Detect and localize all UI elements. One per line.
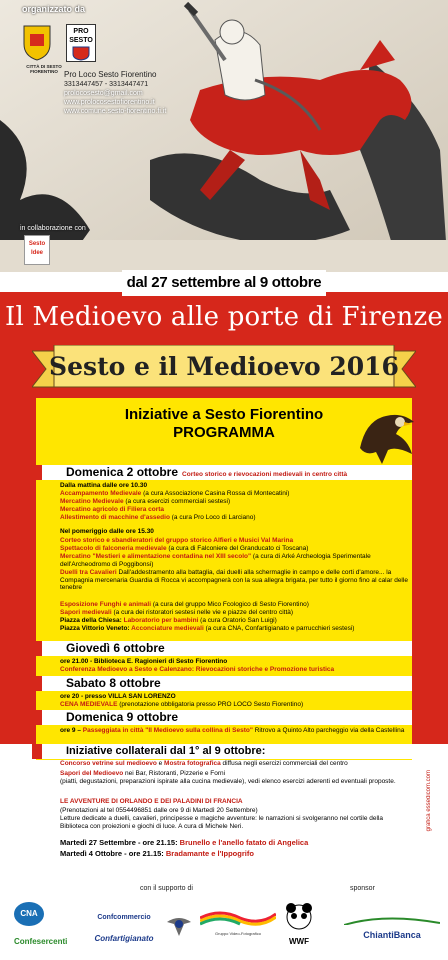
gruppo-video-logo bbox=[200, 908, 276, 936]
afternoon-item-8 bbox=[60, 625, 410, 633]
sunday9-desc: Ritrovo a Quinto Alto parcheggio via della Castellina bbox=[252, 727, 405, 734]
afternoon-item-8-title: Acconciature medievali bbox=[131, 625, 204, 632]
grafica-credit: grafica essedicom.com bbox=[426, 770, 432, 832]
afternoon-item-5-desc: (a cura del gruppo Mico Fcologico di Sesto Fiorentino) bbox=[151, 601, 309, 608]
afternoon-item-3-desc: (a cura di Arké Archeologia Sperimentale dell'Archeodromo di Poggibonsi) bbox=[60, 553, 371, 568]
morning-item-1-title: Accampamento Medievale bbox=[60, 490, 142, 497]
confesercenti-logo: Confesercenti bbox=[14, 937, 68, 946]
program-heading-line2: PROGRAMMA bbox=[173, 424, 275, 441]
afternoon-item-3-title: Mercatino "Mestieri e alimentazione contadina nel XIII secolo" bbox=[60, 553, 252, 560]
subtitle: Sesto e il Medioevo 2016 bbox=[49, 352, 399, 381]
morning-item-4 bbox=[60, 514, 410, 522]
afternoon-item-7-place: Piazza della Chiesa: bbox=[60, 617, 124, 624]
collateral-line-1 bbox=[60, 760, 410, 768]
eagle-badge-logo bbox=[166, 912, 192, 938]
morning-item-1 bbox=[60, 490, 410, 498]
chiantibanca-text: ChiantiBanca bbox=[363, 930, 421, 940]
orlando-event-2 bbox=[60, 850, 410, 858]
rainbow-wave-icon bbox=[200, 908, 276, 926]
orlando-event-2-date: Martedì 4 Ottobre bbox=[60, 849, 123, 858]
day-saturday-8: Sabato 8 ottobre bbox=[32, 676, 412, 691]
sponsor-label: sponsor bbox=[350, 885, 375, 892]
orlando-event-1-title: Brunello e l'anello fatato di Angelica bbox=[179, 838, 309, 847]
collateral-heading: Iniziative collaterali dal 1° al 9 ottobre: bbox=[32, 744, 412, 759]
morning-item-2-title: Mercatino Medievale bbox=[60, 498, 124, 505]
collateral-concorso: Concorso vetrine sul medioevo bbox=[60, 760, 157, 767]
collateral-and: e bbox=[156, 760, 165, 767]
support-label: con il supporto di bbox=[140, 885, 193, 892]
proloco-name: Pro Loco Sesto Fiorentino bbox=[64, 70, 157, 79]
thursday-line-1: ore 21.00 - Biblioteca E. Ragionieri di Sesto Fiorentino bbox=[60, 658, 228, 665]
orlando-heading-text: LE AVVENTURE DI ORLANDO E DEI PALADINI DI FRANCIA bbox=[60, 798, 243, 805]
comune-crest-icon bbox=[20, 22, 54, 62]
confcommercio-logo: Confcommercio bbox=[97, 914, 151, 921]
orlando-heading bbox=[60, 798, 410, 806]
morning-item-3-title: Mercatino agricolo di Filiera corta bbox=[60, 506, 165, 513]
morning-item-4-desc: (a cura Pro Loco di Larciano) bbox=[169, 514, 256, 521]
day-sunday-2-label: Domenica 2 ottobre bbox=[66, 465, 179, 479]
cna-logo: CNA bbox=[14, 902, 44, 926]
collateral-line-1-desc: diffusa negli esercizi commerciali del centro bbox=[220, 760, 348, 767]
afternoon-item-1 bbox=[60, 537, 410, 545]
morning-heading: Dalla mattina dalle ore 10.30 bbox=[60, 482, 148, 489]
proloco-logo-text: PRO SESTO bbox=[69, 28, 93, 44]
collateral-line-3: (piatti, degustazioni, preparazioni ispirate alla cucina medievale), vedi elenco esercizi aderenti ed eventuali proposte. bbox=[60, 778, 396, 785]
afternoon-item-5 bbox=[60, 601, 410, 609]
afternoon-item-4-desc: Dall'addestramento alla battaglia, dai duelli alla schermaglie in campo e delle corti d'amore... la Compagnia mercenaria Guardia di Rocca vi accompagnerà con la sua allegra brigata, per tutto il giorno fino al calar delle tenebre bbox=[60, 569, 408, 592]
chiantibanca-logo bbox=[344, 912, 440, 940]
orlando-event-1-time: - ore 21.15: bbox=[135, 838, 180, 847]
panda-icon bbox=[284, 902, 314, 932]
afternoon-item-6-desc: (a cura dei ristoratori sestesi nelle vie e piazze del centro città) bbox=[111, 609, 294, 616]
afternoon-item-2-title: Spettacolo di falconeria medievale bbox=[60, 545, 167, 552]
day-sunday-2 bbox=[32, 465, 412, 480]
proloco-email[interactable]: prolocosesto@gmail.com bbox=[64, 90, 143, 97]
sunday9-time: ore 9 – bbox=[60, 727, 83, 734]
morning-item-2-desc: (a cura esercizi commerciali sestesi) bbox=[123, 498, 231, 505]
organizzato-da-label: organizzato da bbox=[22, 4, 86, 14]
proloco-shield-icon bbox=[71, 45, 91, 61]
day-thursday-6: Giovedì 6 ottobre bbox=[32, 641, 412, 656]
support-bar bbox=[0, 882, 448, 898]
collateral-line-2-desc: nei Bar, Ristoranti, Pizzerie e Forni bbox=[123, 770, 226, 777]
afternoon-item-7-title: Laboratorio per bambini bbox=[123, 617, 199, 624]
collateral-mostra: Mostra fotografica bbox=[164, 760, 221, 767]
comune-web[interactable]: www.comune.sesto-fiorentino.fi.it bbox=[64, 108, 167, 115]
afternoon-item-4-title: Duelli tra Cavalieri bbox=[60, 569, 117, 576]
wwf-logo bbox=[284, 902, 314, 946]
saturday-line-1: ore 20 - presso VILLA SAN LORENZO bbox=[60, 693, 176, 700]
orlando-event-2-title: Bradamante e l'Ippogrifo bbox=[165, 849, 254, 858]
afternoon-item-6-title: Sapori medievali bbox=[60, 609, 112, 616]
collaborazione-label: in collaborazione con bbox=[20, 225, 86, 232]
orlando-prenotazioni: (Prenotazioni al tel 0554496851 dalle ore 9 di Martedì 20 Settembre) bbox=[60, 807, 258, 814]
morning-item-2 bbox=[60, 498, 410, 506]
sunday9-line bbox=[60, 727, 410, 735]
comune-logo bbox=[20, 22, 54, 68]
afternoon-item-8-desc: (a cura CNA, Confartigianato e parrucchieri sestesi) bbox=[203, 625, 355, 632]
eagle-icon bbox=[356, 408, 416, 468]
afternoon-heading: Nel pomeriggio dalle ore 15.30 bbox=[60, 528, 154, 535]
orlando-desc: Letture dedicate a duelli, cavalieri, principesse e magiche avventure: le narrazioni si svolgeranno nel cortile della Biblioteca con proiezioni e giochi di luce. A cura di Michele Neri. bbox=[60, 815, 384, 830]
main-title: Il Medioevo alle porte di Firenze bbox=[5, 302, 443, 332]
sponsor-strip bbox=[0, 898, 448, 960]
afternoon-item-3 bbox=[60, 553, 410, 568]
proloco-phones: 3313447457 - 3313447471 bbox=[64, 81, 149, 88]
morning-item-3 bbox=[60, 506, 410, 514]
chiantibanca-swoosh-icon bbox=[344, 917, 440, 925]
day-sunday-9: Domenica 9 ottobre bbox=[32, 710, 412, 725]
winged-badge-icon bbox=[166, 912, 192, 938]
afternoon-item-1-title: Corteo storico e sbandieratori del gruppo storico Alfieri e Musici Val Marina bbox=[60, 537, 294, 544]
sunday9-title: Passeggiata in città "Il Medioevo sulla collina di Sesto" bbox=[82, 727, 253, 734]
afternoon-item-6 bbox=[60, 609, 410, 617]
saturday-note: (prenotazione obbligatoria presso PRO LOCO Sesto Fiorentino) bbox=[117, 701, 304, 708]
afternoon-item-5-title: Esposizione Funghi e animali bbox=[60, 601, 152, 608]
program-heading-line1: Iniziative a Sesto Fiorentino bbox=[124, 406, 324, 423]
afternoon-item-7 bbox=[60, 617, 410, 625]
sesto-idee-logo: Sesto Idee bbox=[24, 235, 50, 265]
afternoon-item-7-desc: (a cura Oratorio San Luigi) bbox=[198, 617, 277, 624]
collateral-sapori: Sapori del Medioevo bbox=[60, 770, 124, 777]
afternoon-item-2-desc: (a cura di Falconiere del Granducato ci Toscana) bbox=[166, 545, 309, 552]
date-range: dal 27 settembre al 9 ottobre bbox=[122, 270, 326, 296]
morning-item-1-desc: (a cura Associazione Casina Rossa di Montecatini) bbox=[141, 490, 290, 497]
afternoon-item-4 bbox=[60, 569, 410, 592]
collateral-line-2 bbox=[60, 770, 410, 778]
proloco-logo bbox=[66, 24, 96, 62]
saturday-cena: CENA MEDIEVALE bbox=[60, 701, 118, 708]
afternoon-item-2 bbox=[60, 545, 410, 553]
saturday-line-2 bbox=[60, 701, 410, 709]
orlando-event-2-time: - ore 21.15: bbox=[122, 849, 166, 858]
orlando-event-1-date: Martedì 27 Settembre bbox=[60, 838, 136, 847]
confartigianato-logo: Confartigianato bbox=[94, 934, 154, 943]
wwf-text: WWF bbox=[289, 937, 309, 946]
gruppo-video-text: Gruppo Video-Fotografico bbox=[215, 931, 261, 936]
day-sunday-2-sub: Corteo storico e rievocazioni medievali in centro città bbox=[182, 471, 348, 478]
morning-item-4-title: Allestimento di macchine d'assedio bbox=[60, 514, 170, 521]
thursday-line-2: Conferenza Medioevo a Sesto e Calenzano: Rievocazioni storiche e Promozione turistica bbox=[60, 666, 335, 673]
afternoon-item-8-place: Piazza Vittorio Veneto: bbox=[60, 625, 132, 632]
orlando-event-1 bbox=[60, 839, 410, 847]
proloco-web[interactable]: www.prolocosestofiorentino.it bbox=[64, 99, 155, 106]
comune-label: CITTÀ DI SESTO FIORENTINO bbox=[26, 64, 62, 74]
